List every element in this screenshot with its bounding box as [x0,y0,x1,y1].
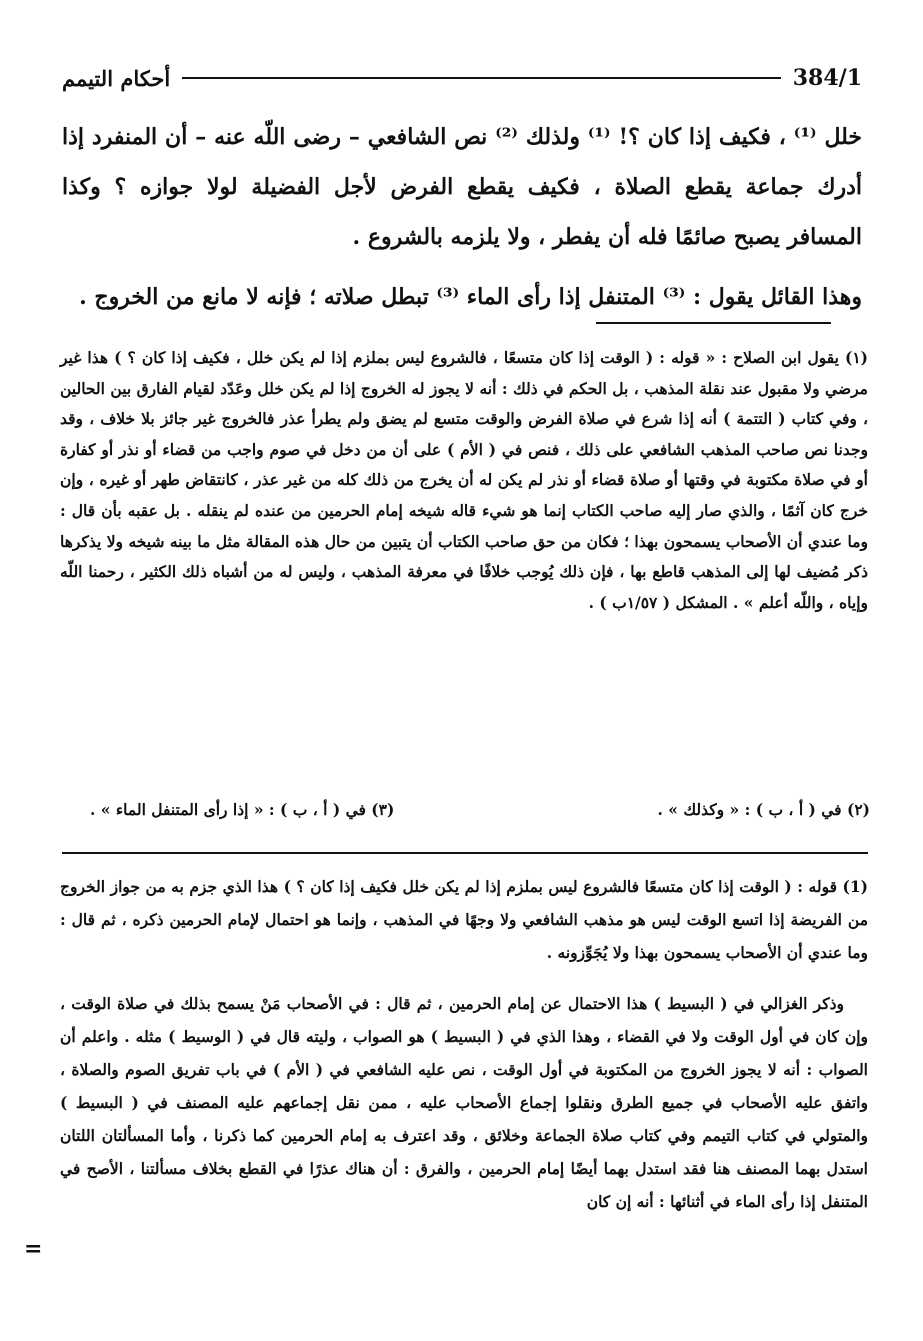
footnote-2: (٢) في ( أ ، ب ) : « وكذلك » . [657,800,870,819]
page-number: 384/1 [792,65,862,91]
footnote-separator-short [596,322,831,324]
continuation-mark: = [24,1236,43,1262]
commentary-footnote [60,870,868,1218]
page-header [62,58,862,98]
footnote-3: (٣) في ( أ ، ب ) : « إذا رأى المتنفل الماء » . [90,800,395,819]
main-paragraph-2: وهذا القائل يقول : ⁽³⁾ المتنفل إذا رأى الماء ⁽³⁾ تبطل صلاته ؛ فإنه لا مانع من الخروج . [79,284,862,310]
chapter-title: أحكام التيمم [62,65,171,91]
main-text [62,112,862,322]
footnote-row [90,795,870,825]
footnote-separator-long [62,852,868,854]
header-rule [182,77,781,79]
footnote-1-text: (١) يقول ابن الصلاح : « قوله : ( الوقت إذا كان متسعًا ، فالشروع ليس بملزم إذا لم يكن خلل ، فكيف إذا كان ؟ ) هذا غير مرضي ولا مقبول عند نقلة المذهب ، بل الحكم في ذلك : أنه لا يجوز له الخروج إذا لم يكن خلل وعَدّد لقيام الفارق بين الحالين ، وفي كتاب ( التتمة ) أنه إذا شرع في صلاة الفرض والوقت متسع لم يضق ولم يطرأ عذر فالخروج غير جائز بلا خلاف ، وقد وجدنا نص صاحب المذهب الشافعي على ذلك ، فنص في ( الأم ) على أن من دخل في صوم واجب من قضاء أو نذر أو كفارة أو في صلاة مكتوبة في وقتها أو صلاة قضاء أو نذر لم يكن له أن يخرج من ذلك كله من غير عذر ، كانتقاض طهر أو غيره ، وإن خرج كان آثمًا ، والذي صار إليه صاحب الكتاب إنما هو شيء قاله شيخه إمام الحرمين من عنده لم ينقله . بل عقبه بأن قال : وما عندي أن الأصحاب يسمحون بهذا ؛ فكان من حق صاحب الكتاب أن يتبين من حال هذه المقالة مثل ما بينه شيخه ولا يذكرها ذكر مُضيف لها إلى المذهب قاطع بها ، فإن ذلك يُوجب خلافًا في معرفة المذهب ، وليس له من أشباه ذلك الكثير ، رحمنا اللّه وإياه ، واللّه أعلم » . المشكل ( ١/٥٧ب ) . [60,348,868,612]
commentary-paragraph-2: وذكر الغزالي في ( البسيط ) هذا الاحتمال عن إمام الحرمين ، ثم قال : في الأصحاب مَنْ يسمح بذلك في صلاة الوقت ، وإن كان في أول الوقت ولا في القضاء ، وهذا الذي في ( البسيط ) هو الصواب ، وليته قال في ( الوسيط ) مثله . واعلم أن الصواب : أنه لا يجوز الخروج من المكتوبة في أول الوقت ، نص عليه الشافعي في ( الأم ) في باب تفريق الصوم والصلاة ، واتفق عليه الأصحاب في جميع الطرق ونقلوا إجماع الأصحاب عليه ، ممن نقل إجماعهم عليه المصنف في ( البسيط ) والمتولي في كتاب التيمم وفي كتاب صلاة الجماعة وخلائق ، وقد اعترف به إمام الحرمين كما ذكرنا ، وأما المسألتان اللتان استدل بهما المصنف هنا فقد استدل بهما أيضًا إمام الحرمين ، والفرق : أن هناك عذرًا في القطع بخلاف مسألتنا ، الأصح في المتنفل إذا رأى الماء في أثنائها : أنه إن كان [60,994,868,1211]
commentary-paragraph-1: (1) قوله : ( الوقت إذا كان متسعًا فالشروع ليس بملزم إذا لم يكن خلل فكيف إذا كان ؟ ) هذا الذي جزم به من جواز الخروج من الفريضة إذا اتسع الوقت ليس هو مذهب الشافعي ولا وجهًا في المذهب ، وإنما هو احتمال لإمام الحرمين ذكره ، ثم قال : وما عندي أن الأصحاب يسمحون بهذا ولا يُجَوِّزونه . [60,877,868,962]
main-paragraph-1: خلل ⁽¹⁾ ، فكيف إذا كان ؟! ⁽¹⁾ ولذلك ⁽²⁾ نص الشافعي – رضى اللّه عنه – أن المنفرد إذا أدرك جماعة يقطع الصلاة ، فكيف يقطع الفرض لأجل الفضيلة لولا جوازه ؟ وكذا المسافر يصبح صائمًا فله أن يفطر ، ولا يلزمه بالشروع . [62,124,862,250]
footnote-1 [60,343,868,618]
